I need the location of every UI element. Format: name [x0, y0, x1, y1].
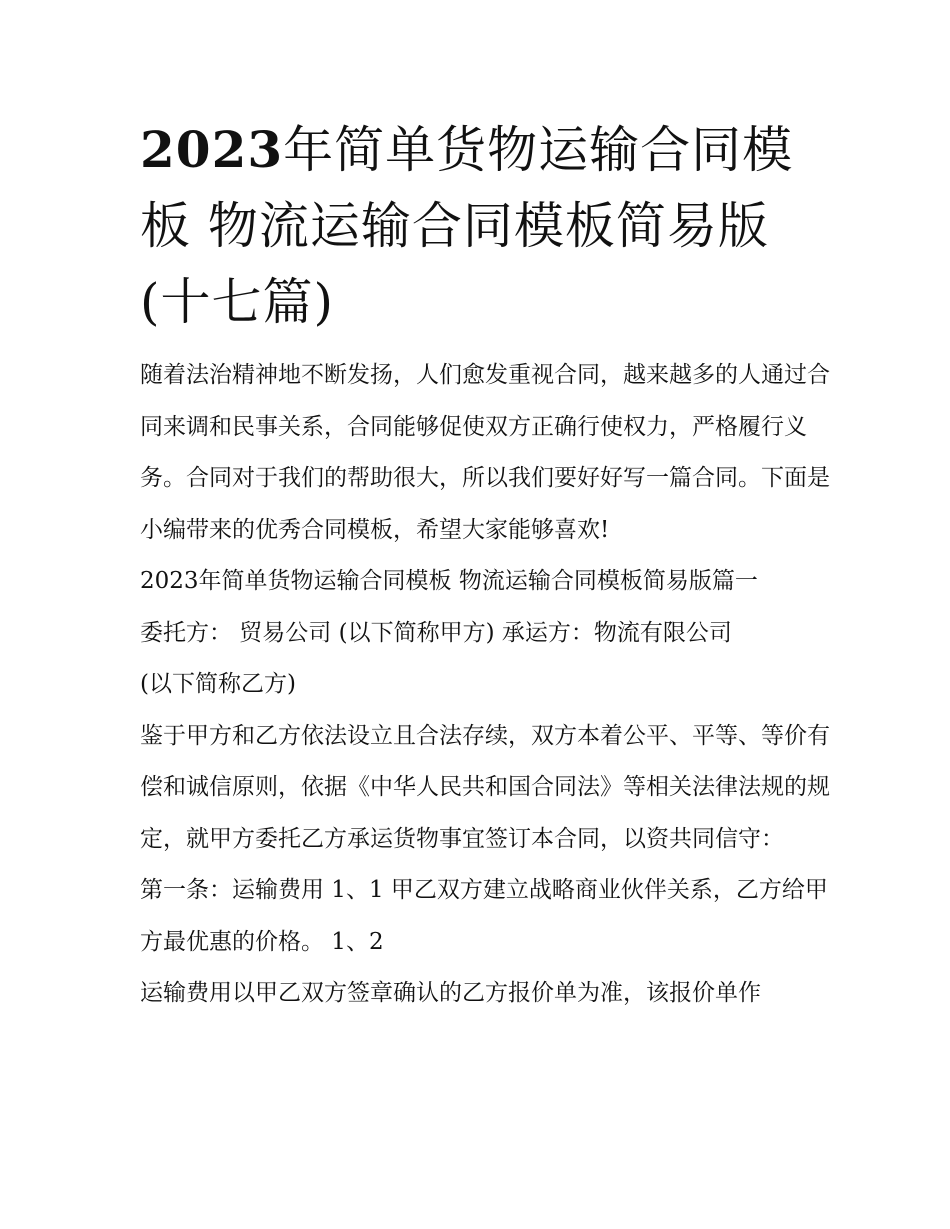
intro-paragraph: 随着法治精神地不断发扬，人们愈发重视合同，越来越多的人通过合同来调和民事关系，合同能够促使双方正确行使权力，严格履行义务。合同对于我们的帮助很大，所以我们要好好写一篇合同。下面是小编带来的优秀合同模板，希望大家能够喜欢! — [140, 362, 830, 543]
party-a-line: 委托方： 贸易公司 (以下简称甲方) 承运方：物流有限公司 — [140, 619, 732, 646]
party-b-note: (以下简称乙方) — [140, 671, 296, 697]
document-title — [140, 112, 830, 340]
title-text: 年简单货物运输合同模板 物流运输合同模板简易版(十七篇) — [140, 121, 794, 331]
preamble-paragraph: 鉴于甲方和乙方依法设立且合法存续，双方本着公平、平等、等价有偿和诚信原则，依据《中华人民共和国合同法》等相关法律法规的规定，就甲方委托乙方承运货物事宜签订本合同，以资共同信守： — [140, 722, 830, 852]
document-page — [140, 112, 830, 1020]
article-one-paragraph: 第一条：运输费用 1、1 甲乙双方建立战略商业伙伴关系，乙方给甲方最优惠的价格。 1、2 — [140, 877, 828, 955]
section-heading: 2023年简单货物运输合同模板 物流运输合同模板简易版篇一 — [140, 568, 758, 594]
title-year: 2023 — [140, 120, 284, 179]
freight-cost-paragraph: 运输费用以甲乙双方签章确认的乙方报价单为准，该报价单作 — [140, 980, 761, 1006]
